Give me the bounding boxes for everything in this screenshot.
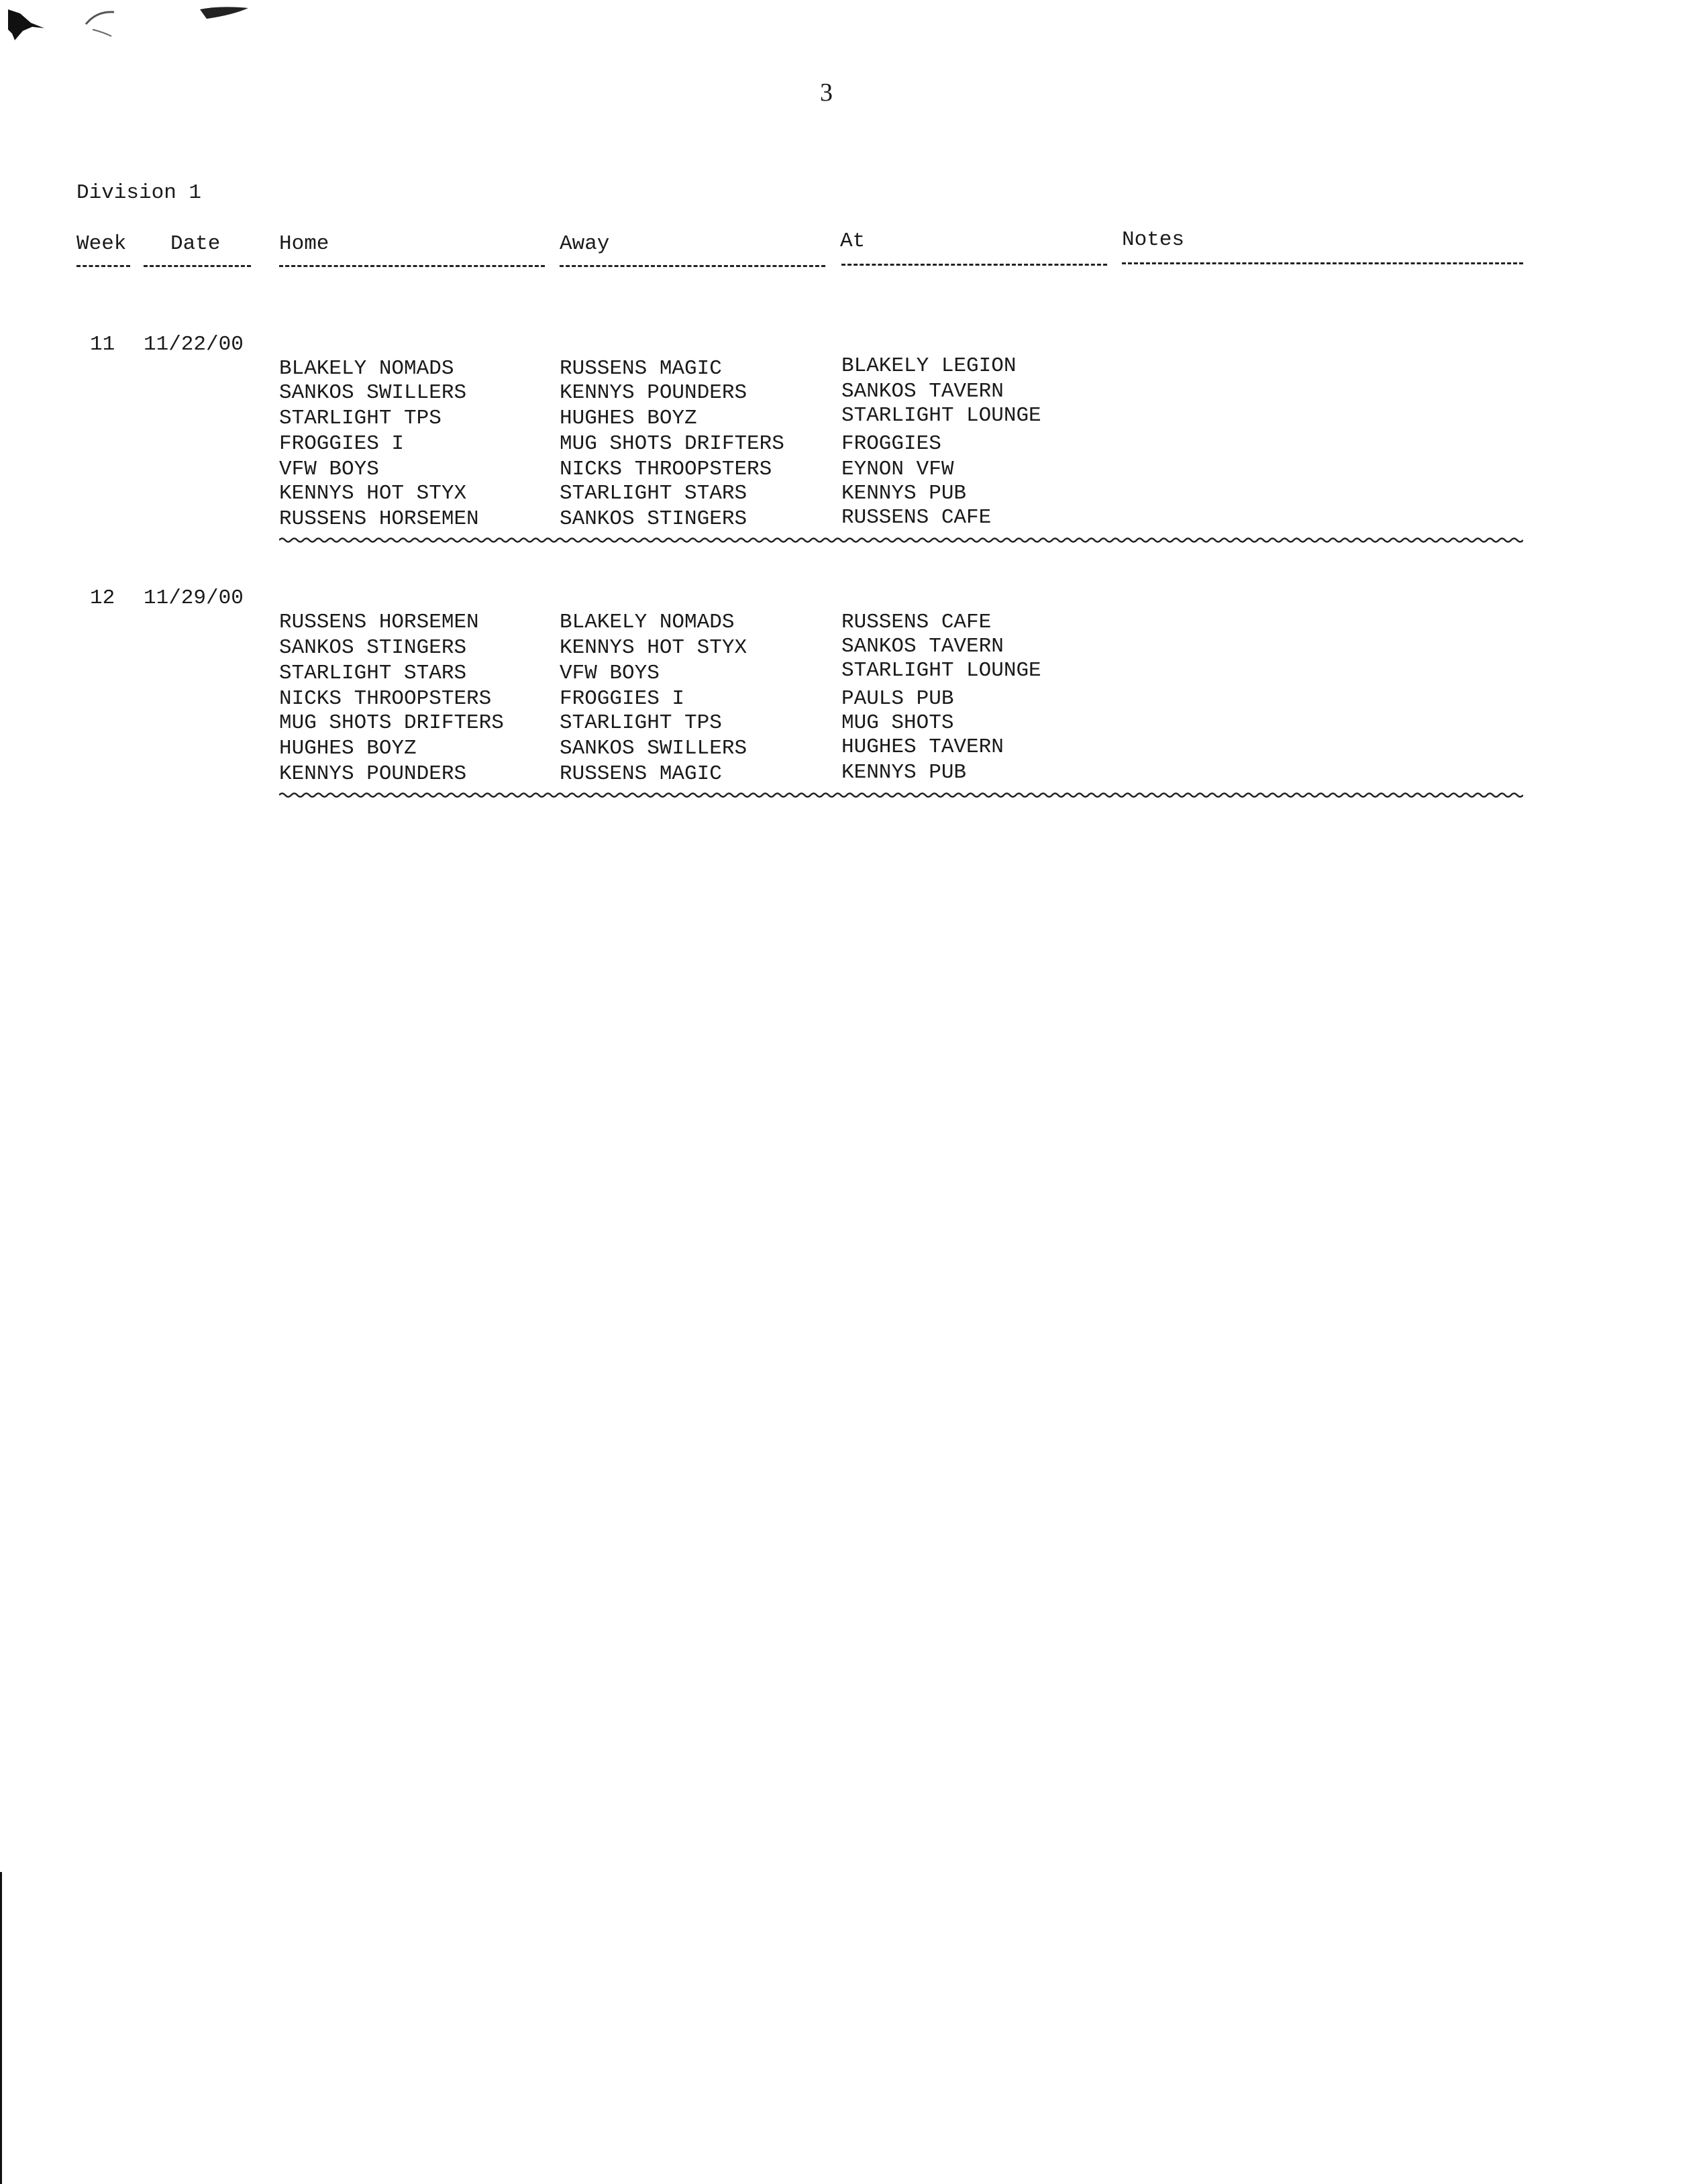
home-team: BLAKELY NOMADS: [279, 357, 454, 380]
table-row: [0, 711, 954, 737]
venue: KENNYS PUB: [841, 761, 967, 784]
venue: FROGGIES: [841, 432, 941, 456]
table-row: [0, 432, 941, 458]
venue: BLAKELY LEGION: [841, 354, 1017, 378]
week-number: 12: [90, 586, 115, 610]
away-team: KENNYS POUNDERS: [560, 381, 747, 405]
venue: HUGHES TAVERN: [841, 735, 1004, 759]
table-row: [0, 458, 954, 483]
home-team: SANKOS STINGERS: [279, 636, 467, 660]
table-row: [0, 354, 1017, 382]
tilde-separator: [279, 537, 1523, 543]
table-row: [0, 611, 992, 636]
header-rule-notes: [1122, 262, 1523, 264]
header-week: Week: [76, 232, 127, 256]
away-team: BLAKELY NOMADS: [560, 611, 735, 634]
home-team: NICKS THROOPSTERS: [279, 687, 492, 711]
week-number: 11: [90, 333, 115, 356]
home-team: STARLIGHT TPS: [279, 407, 442, 430]
home-team: RUSSENS HORSEMEN: [279, 507, 479, 531]
home-team: MUG SHOTS DRIFTERS: [279, 711, 504, 735]
week-date: 11/22/00: [144, 333, 244, 356]
venue: MUG SHOTS: [841, 711, 954, 735]
scan-edge: [0, 1872, 2, 2184]
header-rule-week: [76, 265, 130, 267]
away-team: SANKOS SWILLERS: [560, 737, 747, 760]
venue: STARLIGHT LOUNGE: [841, 659, 1041, 682]
header-home: Home: [279, 232, 329, 256]
away-team: STARLIGHT STARS: [560, 482, 747, 505]
venue: STARLIGHT LOUNGE: [841, 404, 1041, 427]
away-team: SANKOS STINGERS: [560, 507, 747, 531]
header-rule-home: [279, 265, 545, 267]
table-row: [0, 735, 1004, 762]
away-team: KENNYS HOT STYX: [560, 636, 747, 660]
venue: KENNYS PUB: [841, 482, 967, 505]
page-number: 3: [820, 79, 833, 107]
table-row: [0, 687, 954, 713]
header-rule-date: [144, 265, 251, 267]
header-away: Away: [560, 232, 610, 256]
tilde-separator: [279, 792, 1523, 798]
header-rule-at: [841, 264, 1107, 266]
venue: SANKOS TAVERN: [841, 380, 1004, 403]
table-row: [0, 506, 992, 533]
away-team: RUSSENS MAGIC: [560, 762, 722, 786]
away-team: FROGGIES I: [560, 687, 685, 711]
home-team: SANKOS SWILLERS: [279, 381, 467, 405]
venue: RUSSENS CAFE: [841, 506, 992, 529]
away-team: NICKS THROOPSTERS: [560, 458, 772, 481]
table-row: [0, 659, 1041, 687]
home-team: VFW BOYS: [279, 458, 379, 481]
home-team: STARLIGHT STARS: [279, 662, 467, 685]
division-title: Division 1: [76, 181, 202, 205]
home-team: KENNYS POUNDERS: [279, 762, 467, 786]
week-date: 11/29/00: [144, 586, 244, 610]
header-date: Date: [170, 232, 221, 256]
away-team: MUG SHOTS DRIFTERS: [560, 432, 784, 456]
venue: PAULS PUB: [841, 687, 954, 711]
venue: SANKOS TAVERN: [841, 635, 1004, 658]
header-at: At: [840, 229, 866, 253]
home-team: RUSSENS HORSEMEN: [279, 611, 479, 634]
table-row: [0, 761, 967, 788]
away-team: HUGHES BOYZ: [560, 407, 697, 430]
away-team: VFW BOYS: [560, 662, 660, 685]
header-rule-away: [560, 265, 825, 267]
table-row: [0, 380, 1004, 407]
home-team: FROGGIES I: [279, 432, 405, 456]
away-team: RUSSENS MAGIC: [560, 357, 722, 380]
table-row: [0, 635, 1004, 662]
home-team: HUGHES BOYZ: [279, 737, 417, 760]
away-team: STARLIGHT TPS: [560, 711, 722, 735]
venue: RUSSENS CAFE: [841, 611, 992, 634]
header-notes: Notes: [1122, 228, 1185, 252]
venue: EYNON VFW: [841, 458, 954, 481]
home-team: KENNYS HOT STYX: [279, 482, 467, 505]
scan-artifact: [5, 4, 260, 44]
table-row: [0, 404, 1041, 432]
table-row: [0, 482, 967, 507]
